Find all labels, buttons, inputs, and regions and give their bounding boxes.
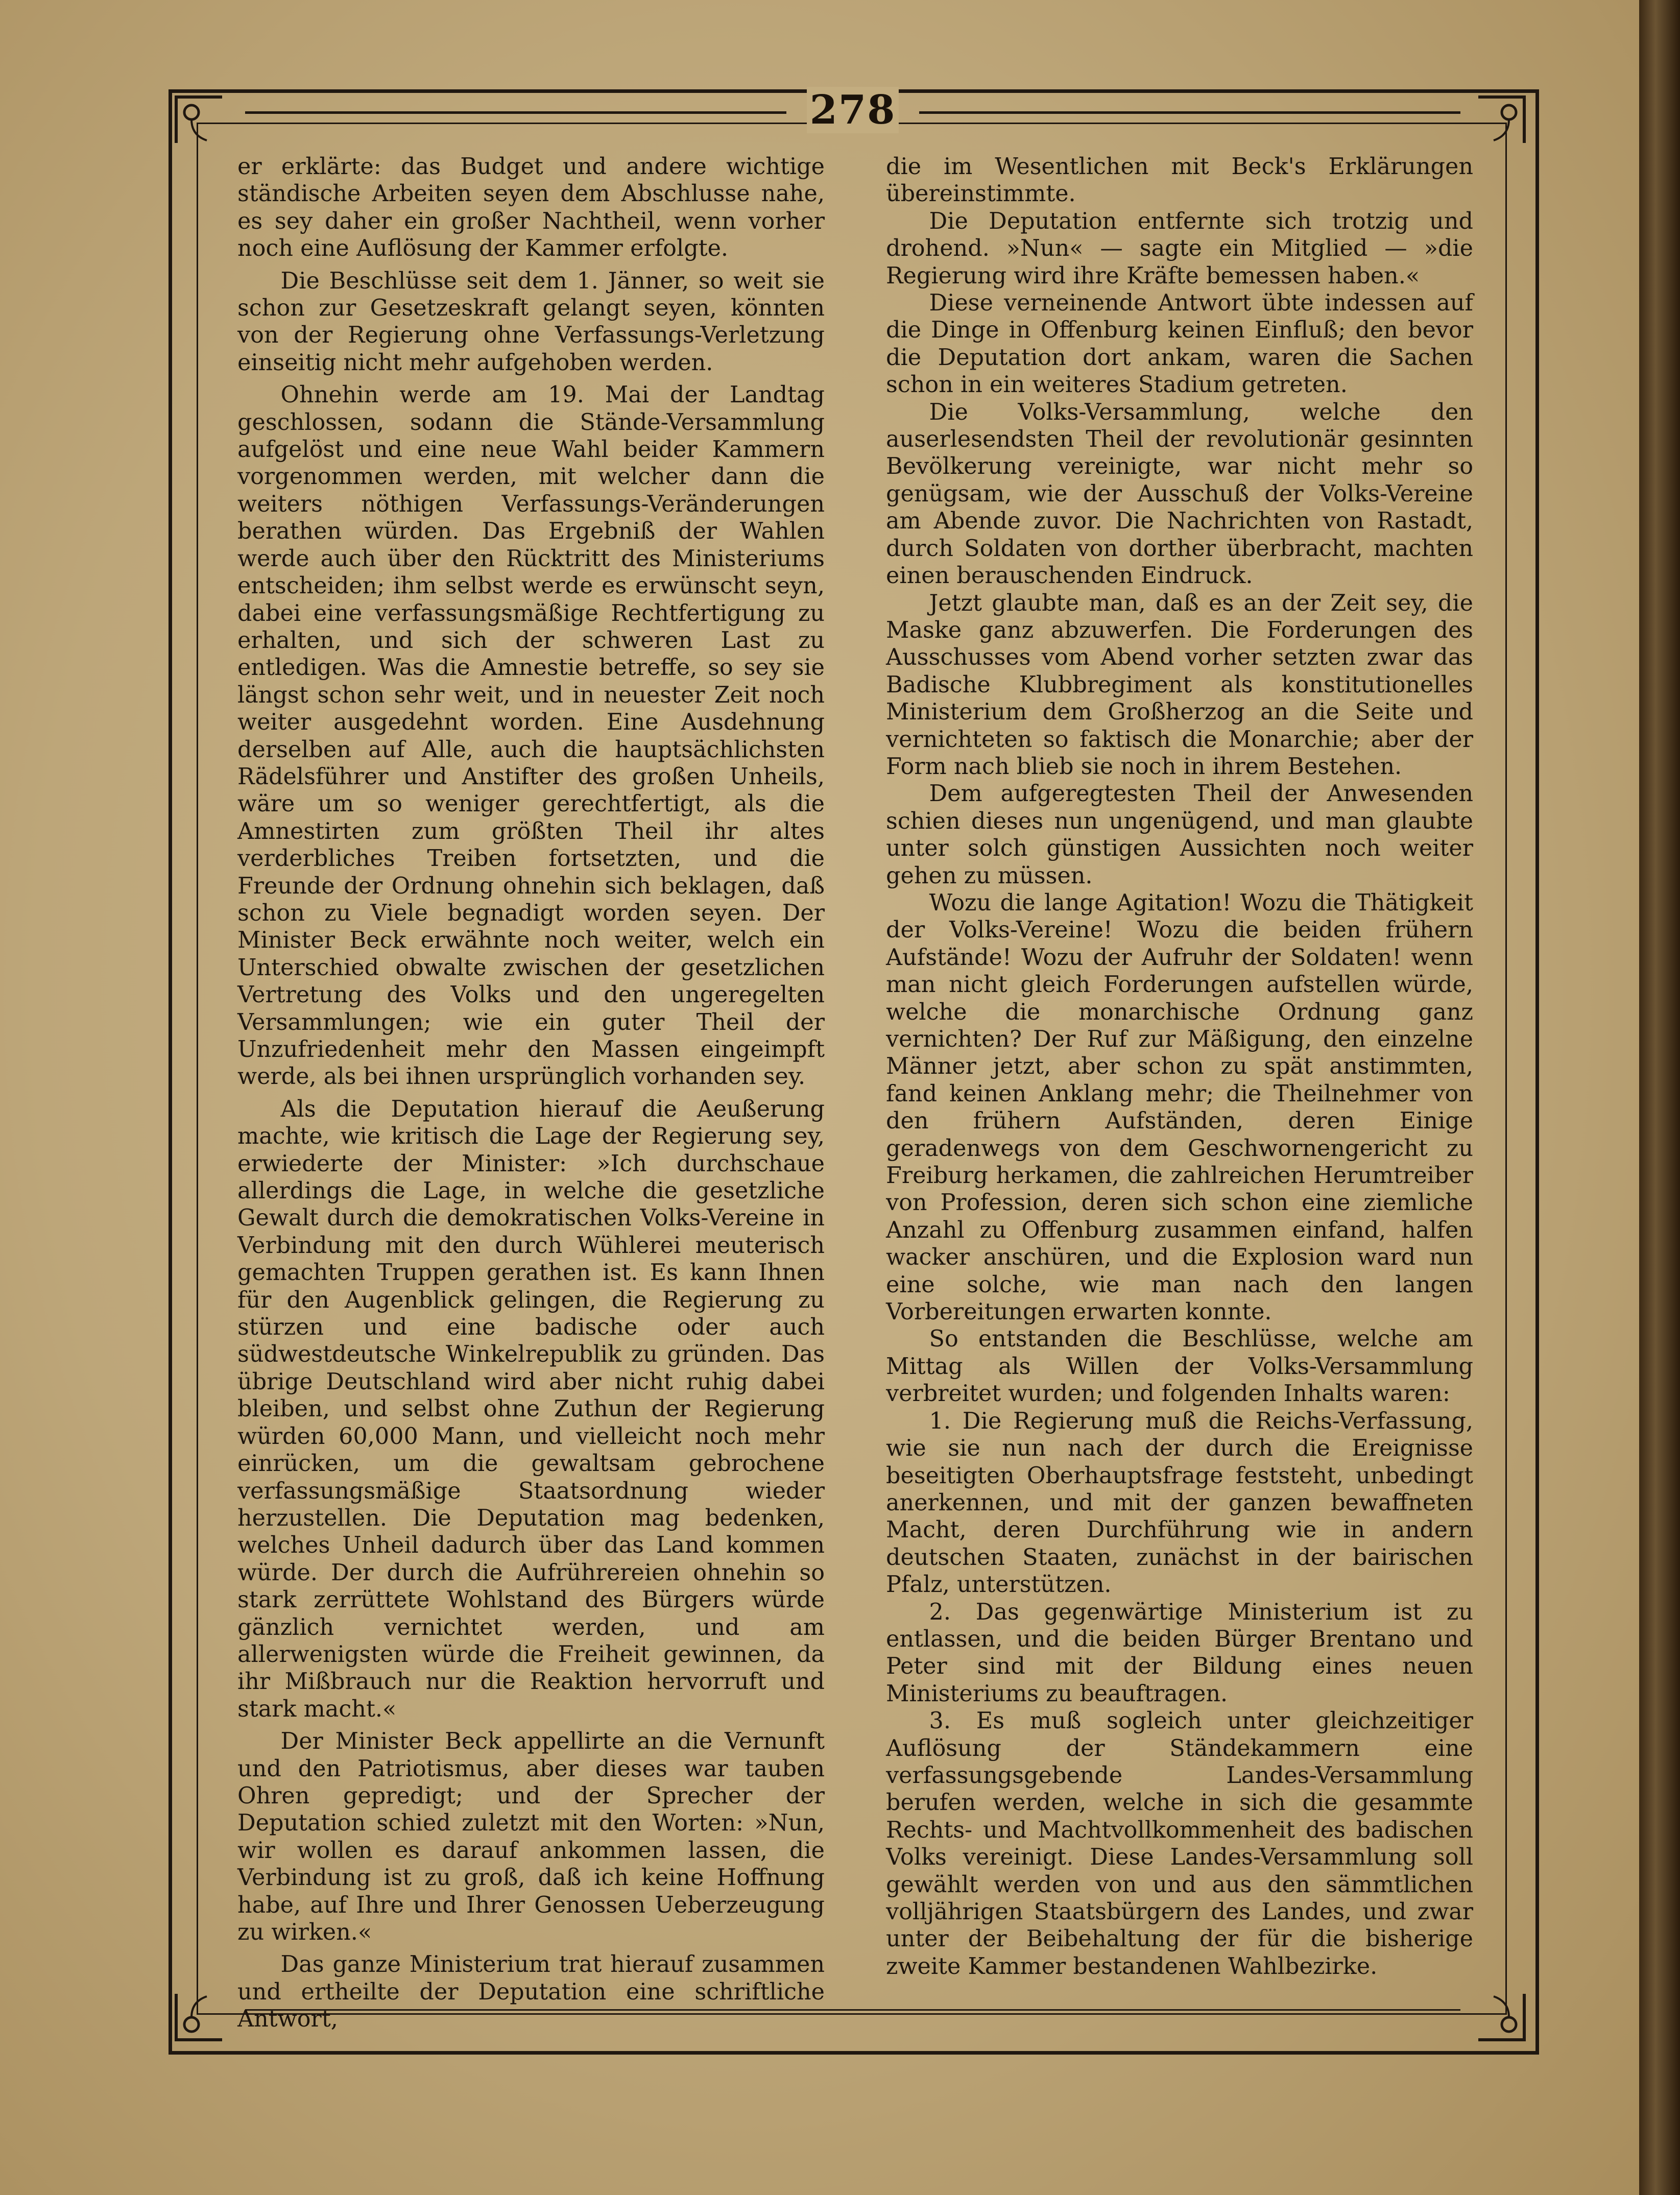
- header-rule-left: [245, 111, 786, 114]
- corner-ornament-icon: [171, 1989, 227, 2045]
- text-column-right: [886, 153, 1473, 1980]
- text-column-left: [237, 153, 825, 2033]
- paragraph: Als die Deputation hierauf die Aeußerung machte, wie kritisch die Lage der Regierung sey, erwiederte der Minister: »Ich durchschaue allerdings die Lage, in welche die gesetzliche Gewalt durch die demokratischen Volks-Vereine in Verbindung mit den durch Wühlerei meuterisch gemachten Truppen gerathen ist. Es kann Ihnen für den Augenblick gelingen, die Regierung zu stürzen und eine badische oder auch südwestdeutsche Winkelrepublik zu gründen. Das übrige Deutschland wird aber nicht ruhig dabei bleiben, und selbst ohne Zuthun der Regierung würden 60,000 Mann, und vielleicht noch mehr einrücken, um die gewaltsam gebrochene verfassungsmäßige Staatsordnung wieder herzustellen. Die Deputation mag bedenken, welches Unheil dadurch über das Land kommen würde. Der durch die Aufrührereien ohnehin so stark zerrüttete Wohlstand des Bürgers würde gänzlich vernichtet werden, und am allerwenigsten würde die Freiheit gewinnen, da ihr Mißbrauch nur die Reaktion hervorruft und stark macht.«: [237, 1096, 825, 1722]
- paragraph: Diese verneinende Antwort übte indessen auf die Dinge in Offenburg keinen Einfluß; den bevor die Deputation dort ankam, waren die Sachen schon in ein weiteres Stadium getreten.: [886, 290, 1473, 398]
- paragraph: So entstanden die Beschlüsse, welche am Mittag als Willen der Volks-Versammlung verbreitet wurden; und folgenden Inhalts waren:: [886, 1326, 1473, 1407]
- paragraph: die im Wesentlichen mit Beck's Erklärungen übereinstimmte.: [886, 154, 1473, 207]
- corner-ornament-icon: [1473, 1989, 1529, 2045]
- paragraph: Die Volks-Versammlung, welche den auserlesendsten Theil der revolutionär gesinnten Bevölkerung vereinigte, war nicht mehr so genügsam, wie der Ausschuß der Volks-Vereine am Abende zuvor. Die Nachrichten von Rastadt, durch Soldaten von dorther überbracht, machten einen berauschenden Eindruck.: [886, 399, 1473, 589]
- numbered-resolution: 1. Die Regierung muß die Reichs-Verfassung, wie sie nun nach der durch die Ereignisse beseitigten Oberhauptsfrage feststeht, unbedingt anerkennen, und mit der ganzen bewaffneten Macht, deren Durchführung wie in andern deutschen Staaten, zunächst in der bairischen Pfalz, unterstützen.: [886, 1408, 1473, 1598]
- page-number: 278: [807, 87, 899, 133]
- book-binding-edge: [1639, 0, 1680, 2195]
- header-rule-right: [919, 111, 1460, 114]
- paragraph: Jetzt glaubte man, daß es an der Zeit sey, die Maske ganz abzuwerfen. Die Forderungen des Ausschusses vom Abend vorher setzten zwar das Badische Klubbregiment als konstitutionelles Ministerium dem Großherzog an die Seite und vernichteten so faktisch die Monarchie; aber der Form nach blieb sie noch in ihrem Bestehen.: [886, 590, 1473, 780]
- paragraph: Ohnehin werde am 19. Mai der Landtag geschlossen, sodann die Stände-Versammlung aufgelöst und eine neue Wahl beider Kammern vorgenommen werden, mit welcher dann die weiters nöthigen Verfassungs-Veränderungen berathen würden. Das Ergebniß der Wahlen werde auch über den Rücktritt des Ministeriums entscheiden; ihm selbst werde es erwünscht seyn, dabei eine verfassungsmäßige Rechtfertigung zu erhalten, und sich der schweren Last zu entledigen. Was die Amnestie betreffe, so sey sie längst schon sehr weit, und in neuester Zeit noch weiter ausgedehnt worden. Eine Ausdehnung derselben auf Alle, auch die hauptsächlichsten Rädelsführer und Anstifter des großen Unheils, wäre um so weniger gerechtfertigt, als die Amnestirten zum größten Theil ihr altes verderbliches Treiben fortsetzten, und die Freunde der Ordnung ohnehin sich beklagen, daß schon zu Viele begnadigt worden seyen. Der Minister Beck erwähnte noch weiter, welch ein Unterschied obwalte zwischen der gesetzlichen Vertretung des Volks und den ungeregelten Versammlungen; wie ein guter Theil der Unzufriedenheit mehr den Massen eingeimpft werde, als bei ihnen ursprünglich vorhanden sey.: [237, 382, 825, 1090]
- paragraph: Die Beschlüsse seit dem 1. Jänner, so weit sie schon zur Gesetzeskraft gelangt seyen, könnten von der Regierung ohne Verfassungs-Verletzung einseitig nicht mehr aufgehoben werden.: [237, 268, 825, 376]
- corner-ornament-icon: [1473, 92, 1529, 148]
- numbered-resolution: 2. Das gegenwärtige Ministerium ist zu entlassen, und die beiden Bürger Brentano und Peter sind mit der Bildung eines neuen Ministeriums zu beauftragen.: [886, 1599, 1473, 1707]
- paragraph: Dem aufgeregtesten Theil der Anwesenden schien dieses nun ungenügend, und man glaubte unter solch günstigen Aussichten noch weiter gehen zu müssen.: [886, 781, 1473, 889]
- corner-ornament-icon: [171, 92, 227, 148]
- paragraph: Die Deputation entfernte sich trotzig und drohend. »Nun« — sagte ein Mitglied — »die Regierung wird ihre Kräfte bemessen haben.«: [886, 208, 1473, 289]
- paragraph: Wozu die lange Agitation! Wozu die Thätigkeit der Volks-Vereine! Wozu die beiden frühern Aufstände! Wozu der Aufruhr der Soldaten! wenn man nicht gleich Forderungen aufstellen würde, welche die monarchische Ordnung ganz vernichten? Der Ruf zur Mäßigung, den einzelne Männer jetzt, aber schon zu spät anstimmten, fand keinen Anklang mehr; die Theilnehmer von den frühern Aufständen, deren Einige geradenwegs von dem Geschwornengericht zu Freiburg herkamen, die zahlreichen Herumtreiber von Profession, deren sich schon eine ziemliche Anzahl zu Offenburg zusammen einfand, halfen wacker anschüren, und die Explosion ward nun eine solche, wie man nach den langen Vorbereitungen erwarten konnte.: [886, 889, 1473, 1325]
- numbered-resolution: 3. Es muß sogleich unter gleichzeitiger Auflösung der Ständekammern eine verfassungsgebende Landes-Versammlung berufen werden, welche in sich die gesammte Rechts- und Machtvollkommenheit des badischen Volks vereinigt. Diese Landes-Versammlung soll gewählt werden von und aus den sämmtlichen volljährigen Staatsbürgern des Landes, und zwar unter der Beibehaltung der für die bisherige zweite Kammer bestandenen Wahlbezirke.: [886, 1708, 1473, 1980]
- paragraph: Das ganze Ministerium trat hierauf zusammen und ertheilte der Deputation eine schriftliche Antwort,: [237, 1951, 825, 2033]
- paragraph: Der Minister Beck appellirte an die Vernunft und den Patriotismus, aber dieses war tauben Ohren gepredigt; und der Sprecher der Deputation schied zuletzt mit den Worten: »Nun, wir wollen es darauf ankommen lassen, die Verbindung ist zu groß, daß ich keine Hoffnung habe, auf Ihre und Ihrer Genossen Ueberzeugung zu wirken.«: [237, 1728, 825, 1945]
- paragraph: er erklärte: das Budget und andere wichtige ständische Arbeiten seyen dem Abschlusse nahe, es sey daher ein großer Nachtheil, wenn vorher noch eine Auflösung der Kammer erfolgte.: [237, 154, 825, 262]
